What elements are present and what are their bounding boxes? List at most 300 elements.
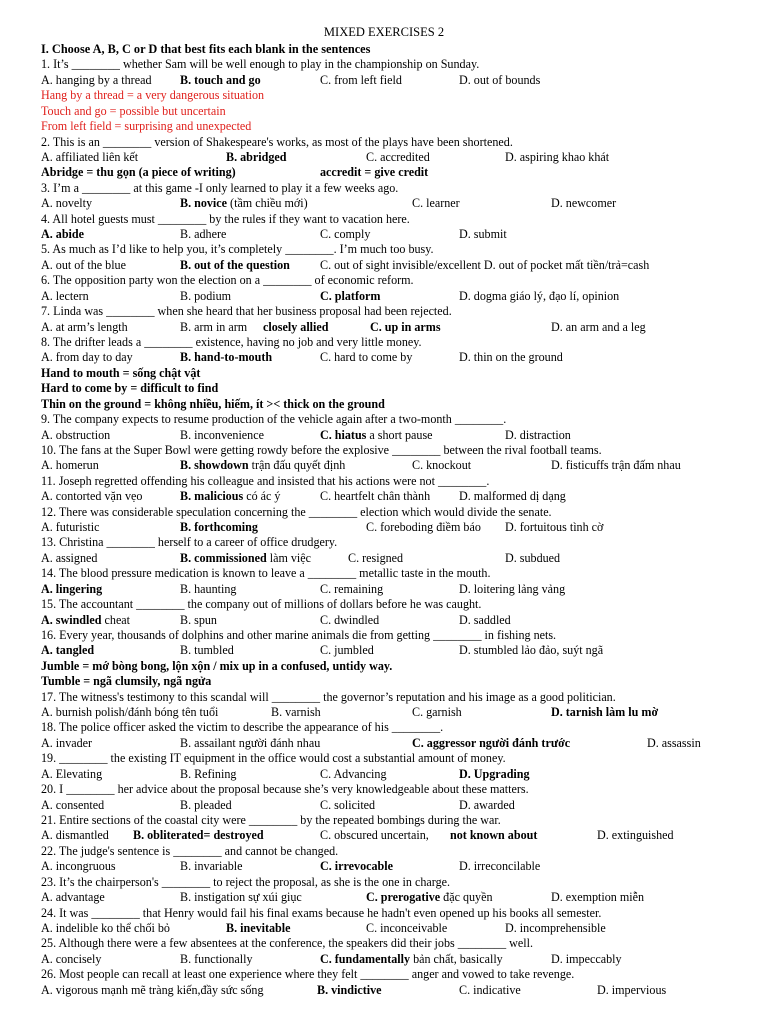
- answer-option: [412, 458, 471, 473]
- answer-option: [180, 458, 345, 473]
- text-segment: [41, 397, 385, 412]
- bold-text: accredit = give credit: [320, 165, 429, 180]
- text-segment: [41, 119, 251, 134]
- note-bold: [41, 366, 750, 381]
- plain-text: A. vigorous mạnh mẽ tràng kiến,đầy sức sống: [41, 982, 264, 997]
- answer-option: [320, 227, 370, 242]
- option-row: [41, 767, 750, 782]
- answer-option: [180, 428, 264, 443]
- answer-option: [41, 613, 130, 628]
- answer-option: [226, 921, 291, 936]
- bold-text: A. abide: [41, 227, 85, 242]
- answer-option: [41, 320, 128, 335]
- answer-option: [133, 828, 264, 843]
- option-row: [41, 150, 750, 165]
- plain-text: D. thin on the ground: [459, 350, 563, 365]
- answer-option: [180, 582, 236, 597]
- vietnamese-gloss: trận đấu quyết định: [248, 458, 346, 473]
- plain-text: C. learner: [412, 196, 460, 211]
- question-text: [41, 304, 750, 319]
- option-row: [41, 289, 750, 304]
- answer-option: [450, 828, 537, 843]
- bold-text: C. up in arms: [370, 319, 441, 334]
- option-row: [41, 952, 750, 967]
- plain-text: C. foreboding điềm báo: [366, 520, 481, 535]
- option-row: [41, 320, 750, 335]
- plain-text: 20. I ________ her advice about the proposal because she’s very knowledgeable about these matters.: [41, 782, 529, 797]
- bold-text: Abridge = thu gọn (a piece of writing): [41, 165, 236, 180]
- answer-option: [180, 767, 236, 782]
- text-segment: [41, 875, 450, 890]
- answer-option: [320, 798, 375, 813]
- text-segment: [41, 42, 370, 57]
- answer-option: [41, 489, 142, 504]
- answer-option: [505, 428, 571, 443]
- bold-text: B. inevitable: [226, 920, 291, 935]
- plain-text: D. subdued: [505, 550, 561, 565]
- option-row: [41, 613, 750, 628]
- option-row: [41, 890, 750, 905]
- plain-text: 3. I’m a ________ at this game -I only learned to play it a few weeks ago.: [41, 180, 399, 195]
- plain-text: D. newcomer: [551, 196, 617, 211]
- plain-text: 19. ________ the existing IT equipment in the office would cost a substantial amount of money.: [41, 751, 506, 766]
- question-text: [41, 782, 750, 797]
- plain-text: B. assailant người đánh nhau: [180, 735, 321, 750]
- question-text: [41, 875, 750, 890]
- bold-text: B. touch and go: [180, 72, 261, 87]
- bold-text: A. lingering: [41, 581, 103, 596]
- bold-text: A. swindled: [41, 612, 102, 627]
- answer-option: [180, 196, 308, 211]
- text-segment: [41, 88, 264, 103]
- note-bold: [41, 397, 750, 412]
- plain-text: C. out of sight invisible/excellent D. out of pocket mất tiền/trả=cash: [320, 257, 650, 272]
- bold-text: B. forthcoming: [180, 520, 258, 535]
- plain-text: D. distraction: [505, 427, 571, 442]
- plain-text: 11. Joseph regretted offending his colleague and insisted that his actions were not ________.: [41, 473, 490, 488]
- plain-text: C. garnish: [412, 705, 462, 720]
- vietnamese-gloss: (tầm chiều mới): [227, 196, 308, 211]
- answer-option: [459, 643, 603, 658]
- answer-option: [41, 921, 170, 936]
- bold-text: B. hand-to-mouth: [180, 350, 273, 365]
- answer-option: [180, 289, 231, 304]
- plain-text: B. podium: [180, 288, 232, 303]
- answer-option: [597, 828, 674, 843]
- plain-text: D. impeccably: [551, 951, 622, 966]
- answer-option: [180, 952, 253, 967]
- answer-option: [320, 350, 412, 365]
- plain-text: A. incongruous: [41, 859, 116, 874]
- plain-text: C. remaining: [320, 581, 384, 596]
- question-text: [41, 505, 750, 520]
- answer-option: [320, 828, 429, 843]
- option-row: [41, 798, 750, 813]
- question-text: [41, 566, 750, 581]
- text-segment: [41, 751, 506, 766]
- question-text: [41, 813, 750, 828]
- answer-option: [320, 952, 503, 967]
- plain-text: 8. The drifter leads a ________ existence, having no job and very little money.: [41, 334, 422, 349]
- option-row: [41, 705, 750, 720]
- answer-option: [41, 736, 92, 751]
- option-row: [41, 643, 750, 658]
- answer-option: [320, 767, 387, 782]
- plain-text: 22. The judge's sentence is ________ and cannot be changed.: [41, 843, 339, 858]
- option-row: [41, 258, 750, 273]
- note-bold: [41, 381, 750, 396]
- answer-option: [271, 705, 321, 720]
- text-segment: [41, 813, 501, 828]
- answer-option: [41, 196, 92, 211]
- answer-option: [180, 489, 280, 504]
- option-row: [41, 227, 750, 242]
- plain-text: A. consented: [41, 797, 105, 812]
- option-row: [41, 428, 750, 443]
- answer-option: [320, 489, 430, 504]
- option-row: [41, 520, 750, 535]
- bold-text: Tumble = ngã clumsily, ngã ngửa: [41, 674, 212, 689]
- answer-option: [366, 921, 447, 936]
- answer-option: [41, 859, 116, 874]
- vietnamese-gloss: bản chất, basically: [410, 951, 503, 966]
- answer-option: [180, 890, 302, 905]
- text-segment: [41, 535, 337, 550]
- answer-option: [320, 582, 383, 597]
- question-text: [41, 212, 750, 227]
- plain-text: C. Advancing: [320, 766, 387, 781]
- answer-option: [320, 165, 428, 180]
- answer-option: [551, 890, 644, 905]
- question-text: [41, 474, 750, 489]
- plain-text: 4. All hotel guests must ________ by the rules if they want to vacation here.: [41, 211, 410, 226]
- answer-option: [41, 150, 138, 165]
- plain-text: D. extinguished: [597, 828, 674, 843]
- answer-option: [459, 613, 511, 628]
- question-text: [41, 535, 750, 550]
- bold-text: D. tarnish làm lu mờ: [551, 705, 659, 720]
- answer-option: [459, 227, 507, 242]
- plain-text: C. accredited: [366, 149, 430, 164]
- plain-text: B. invariable: [180, 859, 243, 874]
- answer-option: [412, 736, 570, 751]
- plain-text: A. hanging by a thread: [41, 72, 152, 87]
- plain-text: 1. It’s ________ whether Sam will be well enough to play in the championship on Sunday.: [41, 57, 480, 72]
- plain-text: A. from day to day: [41, 350, 133, 365]
- answer-option: [41, 890, 105, 905]
- option-row: [41, 736, 750, 751]
- bold-text: B. novice: [180, 196, 228, 211]
- answer-option: [459, 489, 566, 504]
- plain-text: C. resigned: [348, 550, 404, 565]
- option-row: [41, 73, 750, 88]
- answer-option: [320, 428, 433, 443]
- bold-text: B. out of the question: [180, 257, 290, 272]
- note-red: [41, 104, 750, 119]
- answer-option: [551, 705, 658, 720]
- plain-text: B. Refining: [180, 766, 237, 781]
- answer-option: [41, 258, 126, 273]
- option-row: [41, 828, 750, 843]
- plain-text: B. functionally: [180, 951, 253, 966]
- plain-text: 12. There was considerable speculation concerning the ________ election which would divide the senate.: [41, 504, 552, 519]
- text-segment: [41, 474, 489, 489]
- plain-text: 21. Entire sections of the coastal city were ________ by the repeated bombings during the war.: [41, 813, 501, 827]
- plain-text: C. inconceivable: [366, 920, 448, 935]
- answer-option: [41, 798, 104, 813]
- plain-text: D. out of bounds: [459, 72, 541, 87]
- text-segment: [41, 936, 533, 951]
- plain-text: A. indelible ko thể chối bỏ: [41, 920, 170, 935]
- text-segment: [41, 304, 452, 319]
- answer-option: [41, 983, 264, 998]
- question-text: [41, 751, 750, 766]
- plain-text: C. indicative: [459, 982, 521, 997]
- answer-option: [41, 705, 218, 720]
- text-segment: [41, 181, 398, 196]
- answer-option: [317, 983, 382, 998]
- text-segment: [41, 782, 529, 797]
- text-segment: [41, 628, 556, 643]
- plain-text: A. advantage: [41, 890, 105, 905]
- text-segment: [41, 844, 338, 859]
- answer-option: [41, 458, 99, 473]
- bold-text: C. platform: [320, 288, 381, 303]
- vietnamese-gloss: a short pause: [366, 427, 433, 442]
- question-text: [41, 335, 750, 350]
- plain-text: 18. The police officer asked the victim to describe the appearance of his ________.: [41, 720, 444, 735]
- plain-text: C. from left field: [320, 72, 402, 87]
- answer-option: [459, 767, 530, 782]
- answer-option: [180, 258, 290, 273]
- answer-option: [505, 921, 606, 936]
- plain-text: B. arm in arm: [180, 319, 248, 334]
- plain-text: D. fisticuffs trận đấm nhau: [551, 458, 681, 473]
- text-segment: [41, 57, 479, 72]
- bold-text: B. commissioned: [180, 550, 267, 565]
- plain-text: B. pleaded: [180, 797, 232, 812]
- answer-option: [366, 890, 493, 905]
- question-text: [41, 690, 750, 705]
- plain-text: A. futuristic: [41, 520, 100, 535]
- plain-text: 24. It was ________ that Henry would fail his final exams because he hadn't even opened up his books all semester.: [41, 905, 602, 920]
- bold-text: I. Choose A, B, C or D that best fits each blank in the sentences: [41, 42, 371, 56]
- question-text: [41, 443, 750, 458]
- plain-text: D. malformed dị dạng: [459, 489, 566, 504]
- option-row: [41, 350, 750, 365]
- text-segment: [41, 381, 218, 396]
- plain-text: 9. The company expects to resume production of the vehicle again after a two-month ________.: [41, 412, 507, 427]
- plain-text: D. fortuitous tình cờ: [505, 520, 604, 535]
- answer-option: [551, 196, 616, 211]
- answer-option: [551, 458, 681, 473]
- answer-option: [41, 643, 94, 658]
- plain-text: C. knockout: [412, 458, 472, 473]
- answer-option: [180, 798, 232, 813]
- plain-text: B. spun: [180, 612, 217, 627]
- answer-option: [366, 150, 430, 165]
- answer-option: [551, 320, 646, 335]
- bold-text: Hand to mouth = sống chật vật: [41, 365, 201, 380]
- answer-option: [459, 798, 515, 813]
- text-segment: [41, 242, 434, 257]
- text-segment: [41, 690, 616, 705]
- plain-text: B. instigation sự xúi giục: [180, 890, 302, 905]
- text-segment: [41, 135, 513, 150]
- plain-text: Touch and go = possible but uncertain: [41, 103, 226, 118]
- question-text: [41, 967, 750, 982]
- page-title: MIXED EXERCISES 2: [323, 25, 445, 39]
- plain-text: C. solicited: [320, 797, 376, 812]
- plain-text: A. invader: [41, 735, 93, 750]
- question-text: [41, 242, 750, 257]
- plain-text: 13. Christina ________ herself to a career of office drudgery.: [41, 535, 338, 550]
- note-red: [41, 88, 750, 103]
- bold-text: B. vindictive: [317, 982, 382, 997]
- plain-text: D. aspiring khao khát: [505, 149, 610, 164]
- bold-text: B. abridged: [226, 149, 287, 164]
- text-segment: [41, 443, 602, 458]
- plain-text: A. assigned: [41, 550, 98, 565]
- plain-text: D. assassin: [647, 735, 701, 750]
- bold-text: B. showdown: [180, 458, 249, 473]
- answer-option: [505, 520, 603, 535]
- question-text: [41, 181, 750, 196]
- option-row: [41, 921, 750, 936]
- question-text: [41, 412, 750, 427]
- answer-option: [320, 258, 649, 273]
- bold-text: C. aggressor người đánh trước: [412, 735, 571, 750]
- answer-option: [41, 828, 109, 843]
- text-segment: [41, 967, 574, 982]
- bold-text: C. fundamentally: [320, 951, 411, 966]
- bold-text: B. malicious: [180, 489, 244, 504]
- plain-text: 5. As much as I’d like to help you, it’s completely ________. I’m much too busy.: [41, 242, 434, 257]
- answer-option: [41, 227, 84, 242]
- bold-text: C. prerogative: [366, 890, 441, 905]
- answer-option: [41, 582, 102, 597]
- plain-text: D. exemption miễn: [551, 890, 645, 905]
- plain-text: D. awarded: [459, 797, 515, 812]
- bold-text: A. tangled: [41, 643, 95, 658]
- plain-text: D. an arm and a leg: [551, 319, 646, 334]
- answer-option: [263, 320, 329, 335]
- text-segment: [41, 674, 211, 689]
- vietnamese-gloss: có ác ý: [243, 489, 281, 504]
- answer-option: [180, 551, 311, 566]
- option-row: [41, 196, 750, 211]
- answer-option: [320, 643, 374, 658]
- plain-text: B. tumbled: [180, 643, 234, 658]
- answer-option: [180, 320, 247, 335]
- plain-text: B. adhere: [180, 227, 227, 242]
- answer-option: [41, 551, 97, 566]
- text-segment: [41, 597, 481, 612]
- text-segment: [41, 335, 422, 350]
- question-text: [41, 597, 750, 612]
- option-row: [41, 458, 750, 473]
- answer-option: [459, 983, 521, 998]
- text-segment: [41, 906, 601, 921]
- text-segment: [41, 505, 552, 520]
- text-segment: [41, 273, 414, 288]
- answer-option: [505, 551, 560, 566]
- text-segment: [41, 659, 392, 674]
- answer-option: [180, 350, 272, 365]
- answer-option: [180, 736, 320, 751]
- question-text: [41, 273, 750, 288]
- section-heading: [41, 42, 750, 57]
- question-text: [41, 628, 750, 643]
- vietnamese-gloss: làm việc: [266, 550, 312, 565]
- plain-text: Hang by a thread = a very dangerous situation: [41, 88, 265, 103]
- option-row: [41, 551, 750, 566]
- answer-option: [459, 289, 619, 304]
- plain-text: A. concisely: [41, 951, 102, 966]
- answer-option: [366, 520, 481, 535]
- answer-option: [41, 520, 99, 535]
- text-segment: [41, 212, 410, 227]
- bold-text: C. irrevocable: [320, 859, 393, 874]
- plain-text: A. Elevating: [41, 766, 103, 781]
- note-red: [41, 119, 750, 134]
- note-bold: [41, 659, 750, 674]
- plain-text: B. inconvenience: [180, 427, 264, 442]
- answer-option: [320, 73, 402, 88]
- answer-option: [41, 289, 89, 304]
- note-bold: [41, 674, 750, 689]
- question-text: [41, 720, 750, 735]
- plain-text: 7. Linda was ________ when she heard that her business proposal had been rejected.: [41, 304, 452, 319]
- plain-text: A. lectern: [41, 288, 89, 303]
- answer-option: [180, 643, 234, 658]
- answer-option: [320, 859, 393, 874]
- plain-text: 2. This is an ________ version of Shakespeare's works, as most of the plays have been shortened.: [41, 134, 513, 149]
- answer-option: [412, 705, 462, 720]
- plain-text: A. out of the blue: [41, 257, 126, 272]
- answer-option: [459, 859, 540, 874]
- bold-text: C. hiatus: [320, 427, 367, 442]
- plain-text: 15. The accountant ________ the company out of millions of dollars before he was caught.: [41, 597, 482, 612]
- answer-option: [647, 736, 701, 751]
- bold-text: Hard to come by = difficult to find: [41, 381, 219, 396]
- option-row: [41, 165, 750, 180]
- bold-text: D. Upgrading: [459, 766, 530, 781]
- vietnamese-gloss: cheat: [101, 612, 131, 627]
- plain-text: A. burnish polish/đánh bóng tên tuổi: [41, 705, 219, 720]
- text-segment: [41, 104, 226, 119]
- answer-option: [41, 428, 110, 443]
- answer-option: [180, 73, 261, 88]
- answer-option: [180, 859, 242, 874]
- plain-text: C. hard to come by: [320, 350, 413, 365]
- plain-text: 25. Although there were a few absentees at the conference, the speakers did their jobs ________ well.: [41, 936, 533, 951]
- plain-text: D. stumbled lảo đảo, suýt ngã: [459, 643, 604, 658]
- plain-text: A. affiliated liên kết: [41, 149, 139, 164]
- answer-option: [41, 165, 236, 180]
- plain-text: A. novelty: [41, 196, 93, 211]
- answer-option: [459, 582, 565, 597]
- plain-text: D. saddled: [459, 612, 511, 627]
- plain-text: A. dismantled: [41, 828, 109, 843]
- plain-text: D. irreconcilable: [459, 859, 541, 874]
- text-segment: [41, 566, 491, 581]
- plain-text: A. obstruction: [41, 427, 111, 442]
- answer-option: [459, 73, 540, 88]
- text-segment: [41, 720, 443, 735]
- plain-text: A. contorted vặn vẹo: [41, 489, 143, 504]
- option-row: [41, 983, 750, 998]
